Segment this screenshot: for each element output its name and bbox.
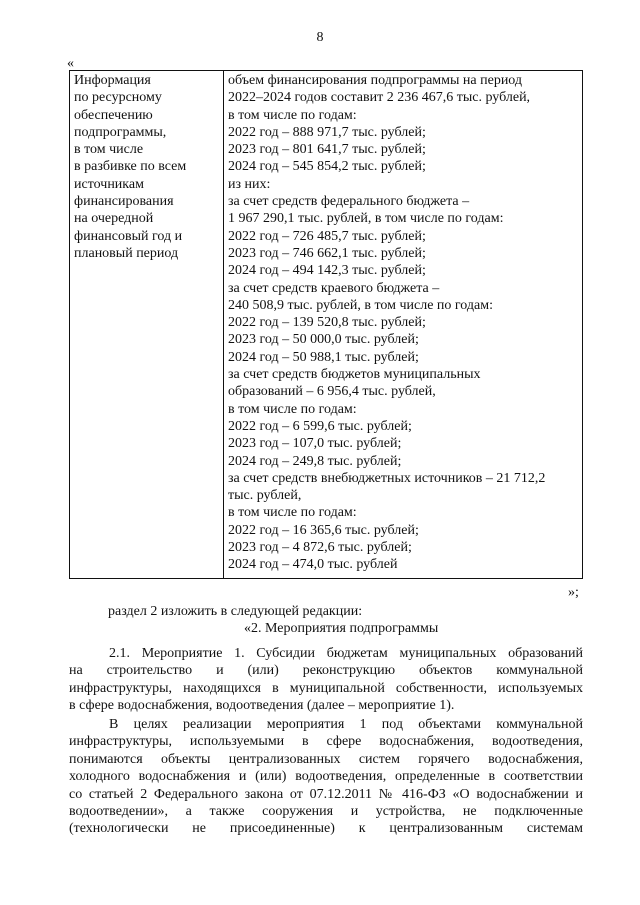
- left-line: плановый период: [74, 245, 179, 261]
- right-line: 2022 год – 6 599,6 тыс. рублей;: [228, 418, 412, 434]
- paragraph-line: 2.1. Мероприятие 1. Субсидии бюджетам муниципальных образований: [109, 646, 583, 661]
- paragraph-line: на строительство и (или) реконструкцию объектов коммунальной: [69, 663, 583, 679]
- right-line: 2022–2024 годов составит 2 236 467,6 тыс. рублей,: [228, 90, 531, 106]
- left-line: на очередной: [74, 211, 154, 227]
- open-quote: «: [67, 56, 74, 71]
- right-line: в том числе по годам:: [228, 505, 357, 521]
- right-line: 2023 год – 801 641,7 тыс. рублей;: [228, 142, 426, 158]
- right-line: 2023 год – 107,0 тыс. рублей;: [228, 436, 402, 452]
- right-line: 2024 год – 249,8 тыс. рублей;: [228, 453, 402, 469]
- left-line: финансовый год и: [74, 228, 183, 244]
- right-line: 2023 год – 746 662,1 тыс. рублей;: [228, 245, 426, 261]
- left-line: источникам: [74, 176, 144, 192]
- paragraph-line: (технологически не присоединенные) к централизованным системам: [69, 821, 583, 837]
- right-line: образований – 6 956,4 тыс. рублей,: [228, 384, 436, 400]
- right-line: 2023 год – 4 872,6 тыс. рублей;: [228, 540, 412, 556]
- right-line: из них:: [228, 176, 271, 192]
- right-line: 2023 год – 50 000,0 тыс. рублей;: [228, 332, 419, 348]
- left-line: в разбивке по всем: [74, 159, 187, 175]
- right-line: 2022 год – 888 971,7 тыс. рублей;: [228, 124, 426, 140]
- paragraph-line: водоотведении», а также сооружения и устройства, не подключенные: [69, 803, 583, 819]
- right-line: 2022 год – 726 485,7 тыс. рублей;: [228, 228, 426, 244]
- right-line: 2024 год – 474,0 тыс. рублей: [228, 557, 398, 573]
- left-line: Информация: [74, 73, 151, 88]
- paragraph-line: В целях реализации мероприятия 1 под объектами коммунальной: [109, 717, 583, 732]
- left-line: в том числе: [74, 142, 144, 158]
- page-number: 8: [316, 30, 324, 45]
- paragraph-line: со статьей 2 Федерального закона от 07.12.2011 № 416-ФЗ «О водоснабжении и: [69, 786, 583, 802]
- paragraph-line: инфраструктуры, используемыми в сфере водоснабжения, водоотведения,: [69, 734, 583, 750]
- right-line: тыс. рублей,: [228, 488, 302, 504]
- paragraph-line: понимаются объекты централизованных систем горячего водоснабжения,: [69, 751, 583, 767]
- left-line: обеспечению: [74, 107, 153, 123]
- right-line: 2022 год – 139 520,8 тыс. рублей;: [228, 315, 426, 331]
- right-line: за счет средств внебюджетных источников – 21 712,2: [228, 470, 546, 486]
- paragraph-2: [69, 716, 583, 838]
- close-quote: »;: [568, 585, 579, 600]
- right-line: 240 508,9 тыс. рублей, в том числе по годам:: [228, 297, 493, 313]
- table-right-cell: [224, 71, 583, 579]
- paragraph-line: инфраструктуры, находящихся в муниципальной собственности, используемых: [69, 680, 583, 696]
- info-table: [69, 70, 583, 579]
- table-row: [70, 71, 583, 579]
- right-line: в том числе по годам:: [228, 401, 357, 417]
- table-left-cell: [70, 71, 224, 579]
- paragraph-line: в сфере водоснабжения, водоотведения (далее – мероприятие 1).: [69, 698, 455, 714]
- left-line: подпрограммы,: [74, 124, 167, 140]
- right-line: 2022 год – 16 365,6 тыс. рублей;: [228, 522, 419, 538]
- left-line: по ресурсному: [74, 90, 162, 106]
- right-line: 2024 год – 494 142,3 тыс. рублей;: [228, 263, 426, 279]
- instruction-text: раздел 2 изложить в следующей редакции:: [108, 604, 363, 619]
- paragraph-1: [69, 645, 583, 715]
- left-line: финансирования: [74, 194, 174, 210]
- right-line: за счет средств федерального бюджета –: [228, 194, 470, 210]
- right-line: в том числе по годам:: [228, 107, 357, 123]
- right-line: 2024 год – 50 988,1 тыс. рублей;: [228, 349, 419, 365]
- paragraph-line: холодного водоснабжения и (или) водоотведения, определенные в соответствии: [69, 769, 583, 785]
- right-line: 2024 год – 545 854,2 тыс. рублей;: [228, 159, 426, 175]
- right-line: объем финансирования подпрограммы на период: [228, 73, 523, 88]
- section-heading: «2. Мероприятия подпрограммы: [244, 621, 439, 636]
- right-line: за счет средств бюджетов муниципальных: [228, 367, 481, 383]
- right-line: за счет средств краевого бюджета –: [228, 280, 440, 296]
- right-line: 1 967 290,1 тыс. рублей, в том числе по годам:: [228, 211, 504, 227]
